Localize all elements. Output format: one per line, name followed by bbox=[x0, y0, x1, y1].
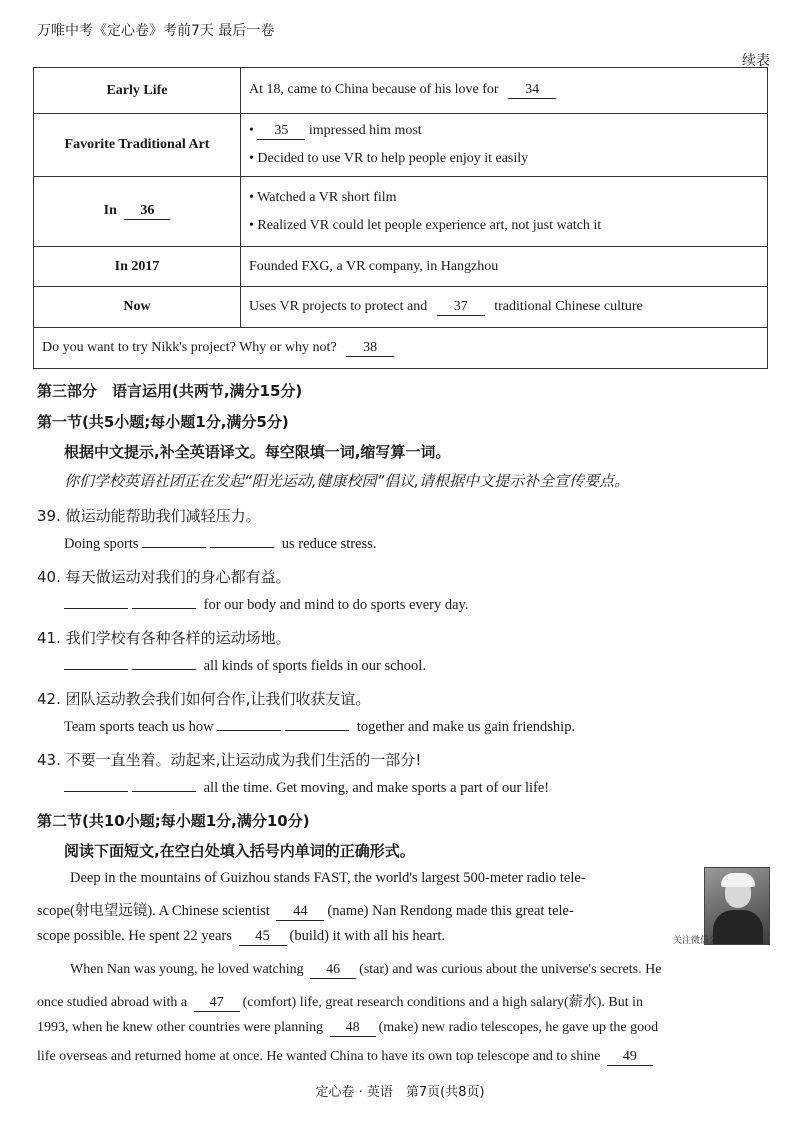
question-39-cn: 39. 做运动能帮助我们减轻压力。 bbox=[37, 507, 261, 525]
row-value: • 35 impressed him most • Decided to use VR to help people enjoy it easily bbox=[241, 114, 768, 177]
table-row bbox=[34, 328, 768, 369]
row-value: At 18, came to China because of his love for 34 bbox=[241, 68, 768, 114]
table-row bbox=[34, 247, 768, 287]
row-label: In 2017 bbox=[34, 247, 241, 287]
part3-title: 第三部分 语言运用(共两节,满分15分) bbox=[37, 382, 303, 400]
row-label: Early Life bbox=[34, 68, 241, 114]
question-row: Do you want to try Nikk's project? Why or why not? 38 bbox=[34, 328, 768, 369]
blank-36: 36 bbox=[124, 203, 170, 220]
blank-47: 47 bbox=[194, 995, 240, 1012]
row-label: In 36 bbox=[34, 177, 241, 247]
blank-49: 49 bbox=[607, 1049, 653, 1066]
blank[interactable] bbox=[132, 607, 196, 609]
section1-context: 你们学校英语社团正在发起“阳光运动,健康校园”倡议,请根据中文提示补全宣传要点。 bbox=[64, 472, 630, 490]
blank-46: 46 bbox=[310, 962, 356, 979]
page-footer: 定心卷 · 英语 第7页(共8页) bbox=[315, 1085, 485, 1100]
blank[interactable] bbox=[285, 729, 349, 731]
passage-line: Deep in the mountains of Guizhou stands FAST, the world's largest 500-meter radio tele- bbox=[70, 870, 586, 886]
passage-line: once studied abroad with a 47 (comfort) life, great research conditions and a high salary(薪水). But in bbox=[37, 995, 643, 1010]
row-value: • Watched a VR short film • Realized VR could let people experience art, not just watch it bbox=[241, 177, 768, 247]
table-row bbox=[34, 114, 768, 177]
photo-watermark: 关注微信公 bbox=[673, 936, 719, 946]
table-row bbox=[34, 287, 768, 328]
blank[interactable] bbox=[64, 790, 128, 792]
section1-title: 第一节(共5小题;每小题1分,满分5分) bbox=[37, 413, 289, 431]
blank-38: 38 bbox=[346, 340, 394, 357]
passage-line: scope(射电望远镜). A Chinese scientist 44 (name) Nan Rendong made this great tele- bbox=[37, 903, 574, 919]
section2-title: 第二节(共10小题;每小题1分,满分10分) bbox=[37, 812, 310, 830]
passage-line: 1993, when he knew other countries were planning 48 (make) new radio telescopes, he gave up the good bbox=[37, 1020, 659, 1035]
passage-line: life overseas and returned home at once. He wanted China to have its own top telescope and to shine 49 bbox=[37, 1049, 653, 1066]
profile-table bbox=[33, 67, 768, 369]
answer-42: Team sports teach us how together and make us gain friendship. bbox=[64, 719, 576, 735]
blank-48: 48 bbox=[330, 1020, 376, 1037]
row-value: Uses VR projects to protect and 37 traditional Chinese culture bbox=[241, 287, 768, 328]
row-value: Founded FXG, a VR company, in Hangzhou bbox=[241, 247, 768, 287]
blank-45: 45 bbox=[239, 928, 287, 946]
page-header: 万唯中考《定心卷》考前7天 最后一卷 bbox=[37, 23, 275, 39]
blank[interactable] bbox=[64, 668, 128, 670]
section2-instruction: 阅读下面短文,在空白处填入括号内单词的正确形式。 bbox=[64, 842, 415, 860]
question-42-cn: 42. 团队运动教会我们如何合作,让我们收获友谊。 bbox=[37, 690, 371, 708]
blank-35: 35 bbox=[257, 123, 305, 140]
blank-37: 37 bbox=[437, 299, 485, 316]
blank[interactable] bbox=[217, 729, 281, 731]
blank[interactable] bbox=[132, 790, 196, 792]
answer-43: all the time. Get moving, and make sports a part of our life! bbox=[64, 780, 549, 797]
blank-44: 44 bbox=[276, 903, 324, 921]
passage-line: When Nan was young, he loved watching 46 (star) and was curious about the universe's secrets. He bbox=[70, 962, 662, 977]
blank[interactable] bbox=[210, 546, 274, 548]
row-label: Now bbox=[34, 287, 241, 328]
blank[interactable] bbox=[132, 668, 196, 670]
question-41-cn: 41. 我们学校有各种各样的运动场地。 bbox=[37, 629, 291, 647]
answer-40: for our body and mind to do sports every day. bbox=[64, 597, 468, 614]
question-43-cn: 43. 不要一直坐着。动起来,让运动成为我们生活的一部分! bbox=[37, 751, 422, 769]
answer-39: Doing sports us reduce stress. bbox=[64, 536, 377, 552]
blank[interactable] bbox=[64, 607, 128, 609]
continued-label: 续表 bbox=[742, 53, 770, 69]
question-40-cn: 40. 每天做运动对我们的身心都有益。 bbox=[37, 568, 291, 586]
row-label: Favorite Traditional Art bbox=[34, 114, 241, 177]
table-row bbox=[34, 68, 768, 114]
passage-line: scope possible. He spent 22 years 45 (build) it with all his heart. bbox=[37, 928, 445, 944]
blank-34: 34 bbox=[508, 82, 556, 99]
section1-instruction: 根据中文提示,补全英语译文。每空限填一词,缩写算一词。 bbox=[64, 443, 451, 461]
table-row bbox=[34, 177, 768, 247]
answer-41: all kinds of sports fields in our school. bbox=[64, 658, 426, 675]
blank[interactable] bbox=[142, 546, 206, 548]
